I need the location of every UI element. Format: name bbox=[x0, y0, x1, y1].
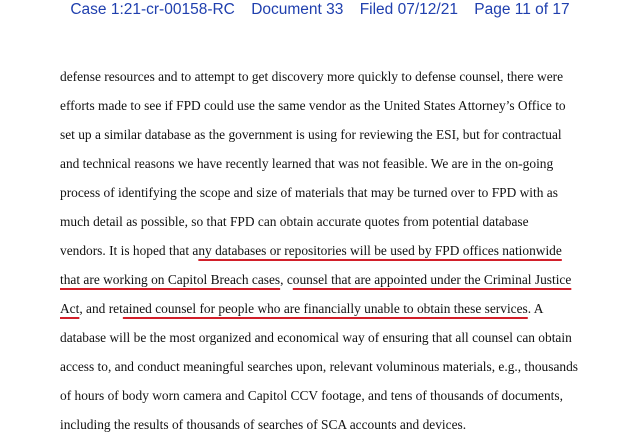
filed-date: Filed 07/12/21 bbox=[359, 1, 458, 18]
text-segment: defense resources and to attempt to get discovery more quickly to defense counsel, there were bbox=[60, 69, 564, 84]
text-line bbox=[60, 352, 620, 381]
text-line bbox=[60, 410, 620, 439]
text-segment: and technical reasons we have recently learned that was not feasible. We are in the on-going bbox=[60, 156, 554, 171]
underlined-text: Act bbox=[60, 301, 80, 316]
case-number: Case 1:21-cr-00158-RC bbox=[70, 1, 235, 18]
text-segment: access to, and conduct meaningful searches upon, relevant voluminous materials, e.g., thousands bbox=[60, 359, 578, 374]
text-line bbox=[60, 149, 620, 178]
text-segment: , c bbox=[280, 272, 293, 287]
document-number: Document 33 bbox=[251, 1, 344, 18]
text-segment: . A bbox=[527, 301, 544, 316]
text-segment: including the results of thousands of searches of SCA accounts and devices. bbox=[60, 417, 467, 432]
court-filing-header bbox=[0, 0, 640, 20]
text-line bbox=[60, 207, 620, 236]
text-line bbox=[60, 178, 620, 207]
body-paragraph bbox=[60, 62, 620, 439]
text-segment: database will be the most organized and economical way of ensuring that all counsel can obtain bbox=[60, 330, 572, 345]
text-segment: of hours of body worn camera and Capitol CCV footage, and tens of thousands of documents, bbox=[60, 388, 563, 403]
text-line bbox=[60, 381, 620, 410]
text-line bbox=[60, 120, 620, 149]
text-line bbox=[60, 294, 620, 323]
text-line bbox=[60, 236, 620, 265]
text-line bbox=[60, 323, 620, 352]
page-number: Page 11 of 17 bbox=[474, 1, 570, 18]
underlined-text: ounsel that are appointed under the Criminal Justice bbox=[292, 272, 572, 287]
underlined-text: that are working on Capitol Breach cases bbox=[60, 272, 281, 287]
text-segment: set up a similar database as the government is using for reviewing the ESI, but for contractual bbox=[60, 127, 562, 142]
text-segment: process of identifying the scope and size of materials that may be turned over to FPD with as bbox=[60, 185, 558, 200]
underlined-text: ny databases or repositories will be used by FPD offices nationwide bbox=[198, 243, 562, 258]
text-segment: , and ret bbox=[79, 301, 123, 316]
underlined-text: ained counsel for people who are financially unable to obtain these services bbox=[122, 301, 528, 316]
text-segment: vendors. It is hoped that a bbox=[60, 243, 199, 258]
text-line bbox=[60, 62, 620, 91]
text-line bbox=[60, 91, 620, 120]
text-line bbox=[60, 265, 620, 294]
text-segment: much detail as possible, so that FPD can obtain accurate quotes from potential database bbox=[60, 214, 529, 229]
text-segment: efforts made to see if FPD could use the same vendor as the United States Attorney’s Office to bbox=[60, 98, 566, 113]
